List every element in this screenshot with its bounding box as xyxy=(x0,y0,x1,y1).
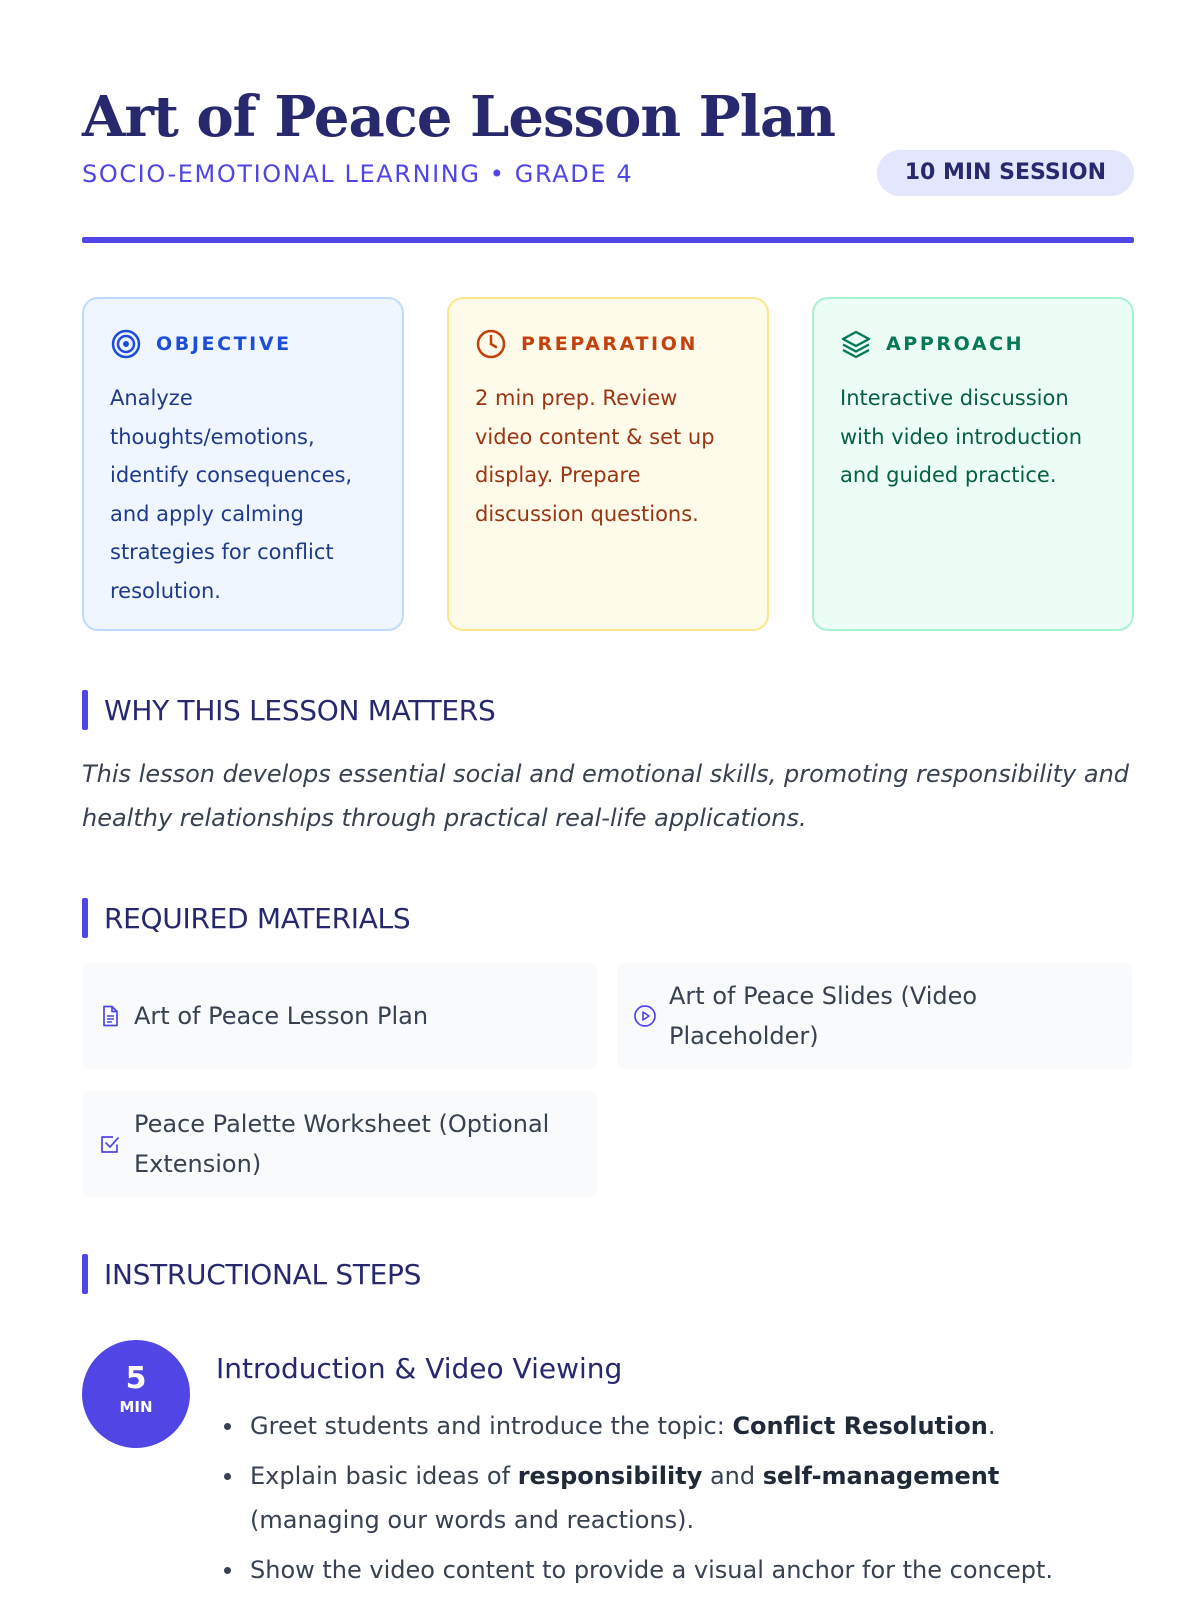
step-duration-number: 5 xyxy=(125,1361,147,1396)
material-label: Peace Palette Worksheet (Optional Extension) xyxy=(134,1110,550,1178)
header-divider xyxy=(82,237,1134,243)
preparation-card xyxy=(447,297,769,631)
bullet-emphasis: responsibility xyxy=(517,1462,703,1490)
material-label: Art of Peace Slides (Video Placeholder) xyxy=(669,982,978,1050)
bullet-text: . xyxy=(987,1412,996,1440)
lesson-plan-page xyxy=(82,0,1134,1600)
material-item-slides xyxy=(617,963,1132,1069)
page-subtitle: SOCIO-EMOTIONAL LEARNING • GRADE 4 xyxy=(82,160,634,188)
page-header xyxy=(82,80,1134,242)
bullet-text: and xyxy=(702,1462,763,1490)
list-item xyxy=(216,1548,1134,1592)
why-section-text: This lesson develops essential social and emotional skills, promoting responsibility and healthy relationships through practical real-life applications. xyxy=(82,760,1130,832)
section-accent-bar xyxy=(82,898,88,938)
materials-section-heading xyxy=(82,898,410,938)
list-item xyxy=(216,1454,1134,1542)
play-circle-icon xyxy=(633,1004,657,1028)
page-title: Art of Peace Lesson Plan xyxy=(82,84,835,150)
objective-card-header xyxy=(110,327,376,361)
why-section-title: WHY THIS LESSON MATTERS xyxy=(104,693,496,727)
objective-text: Analyze thoughts/emotions, identify consequences, and apply calming strategies for conflict resolution. xyxy=(110,386,353,603)
material-item-worksheet xyxy=(82,1091,597,1197)
section-accent-bar xyxy=(82,690,88,730)
approach-card xyxy=(812,297,1134,631)
material-item-lesson-plan xyxy=(82,963,597,1069)
bullet-text: Greet students and introduce the topic: xyxy=(250,1412,733,1440)
step-duration-badge xyxy=(82,1340,190,1448)
bullet-emphasis: self-management xyxy=(762,1462,1000,1490)
why-section-heading xyxy=(82,690,495,730)
materials-section-title: REQUIRED MATERIALS xyxy=(104,901,411,935)
bullet-text: (managing our words and reactions). xyxy=(250,1506,695,1534)
info-cards xyxy=(82,297,1134,631)
approach-card-header xyxy=(840,327,1106,361)
preparation-card-header xyxy=(475,327,741,361)
step-title: Introduction & Video Viewing xyxy=(216,1352,623,1385)
session-duration-badge: 10 MIN SESSION xyxy=(877,150,1134,196)
steps-section-heading xyxy=(82,1254,421,1294)
document-icon xyxy=(98,1004,122,1028)
preparation-text: 2 min prep. Review video content & set up display. Prepare discussion questions. xyxy=(475,386,715,526)
step-bullet-list xyxy=(216,1404,1134,1598)
step-duration-unit: MIN xyxy=(119,1398,153,1416)
objective-label: OBJECTIVE xyxy=(156,333,292,355)
layers-icon xyxy=(840,328,872,360)
target-icon xyxy=(110,328,142,360)
approach-label: APPROACH xyxy=(886,333,1025,355)
objective-card xyxy=(82,297,404,631)
clock-icon xyxy=(475,328,507,360)
approach-text: Interactive discussion with video introduction and guided practice. xyxy=(840,386,1083,487)
bullet-emphasis: Conflict Resolution xyxy=(732,1412,988,1440)
bullet-text: Show the video content to provide a visual anchor for the concept. xyxy=(250,1556,1053,1584)
section-accent-bar xyxy=(82,1254,88,1294)
list-item xyxy=(216,1404,1134,1448)
material-label: Art of Peace Lesson Plan xyxy=(134,1002,429,1030)
preparation-label: PREPARATION xyxy=(521,333,698,355)
steps-section-title: INSTRUCTIONAL STEPS xyxy=(104,1257,422,1291)
bullet-text: Explain basic ideas of xyxy=(250,1462,518,1490)
checkbox-icon xyxy=(98,1132,122,1156)
